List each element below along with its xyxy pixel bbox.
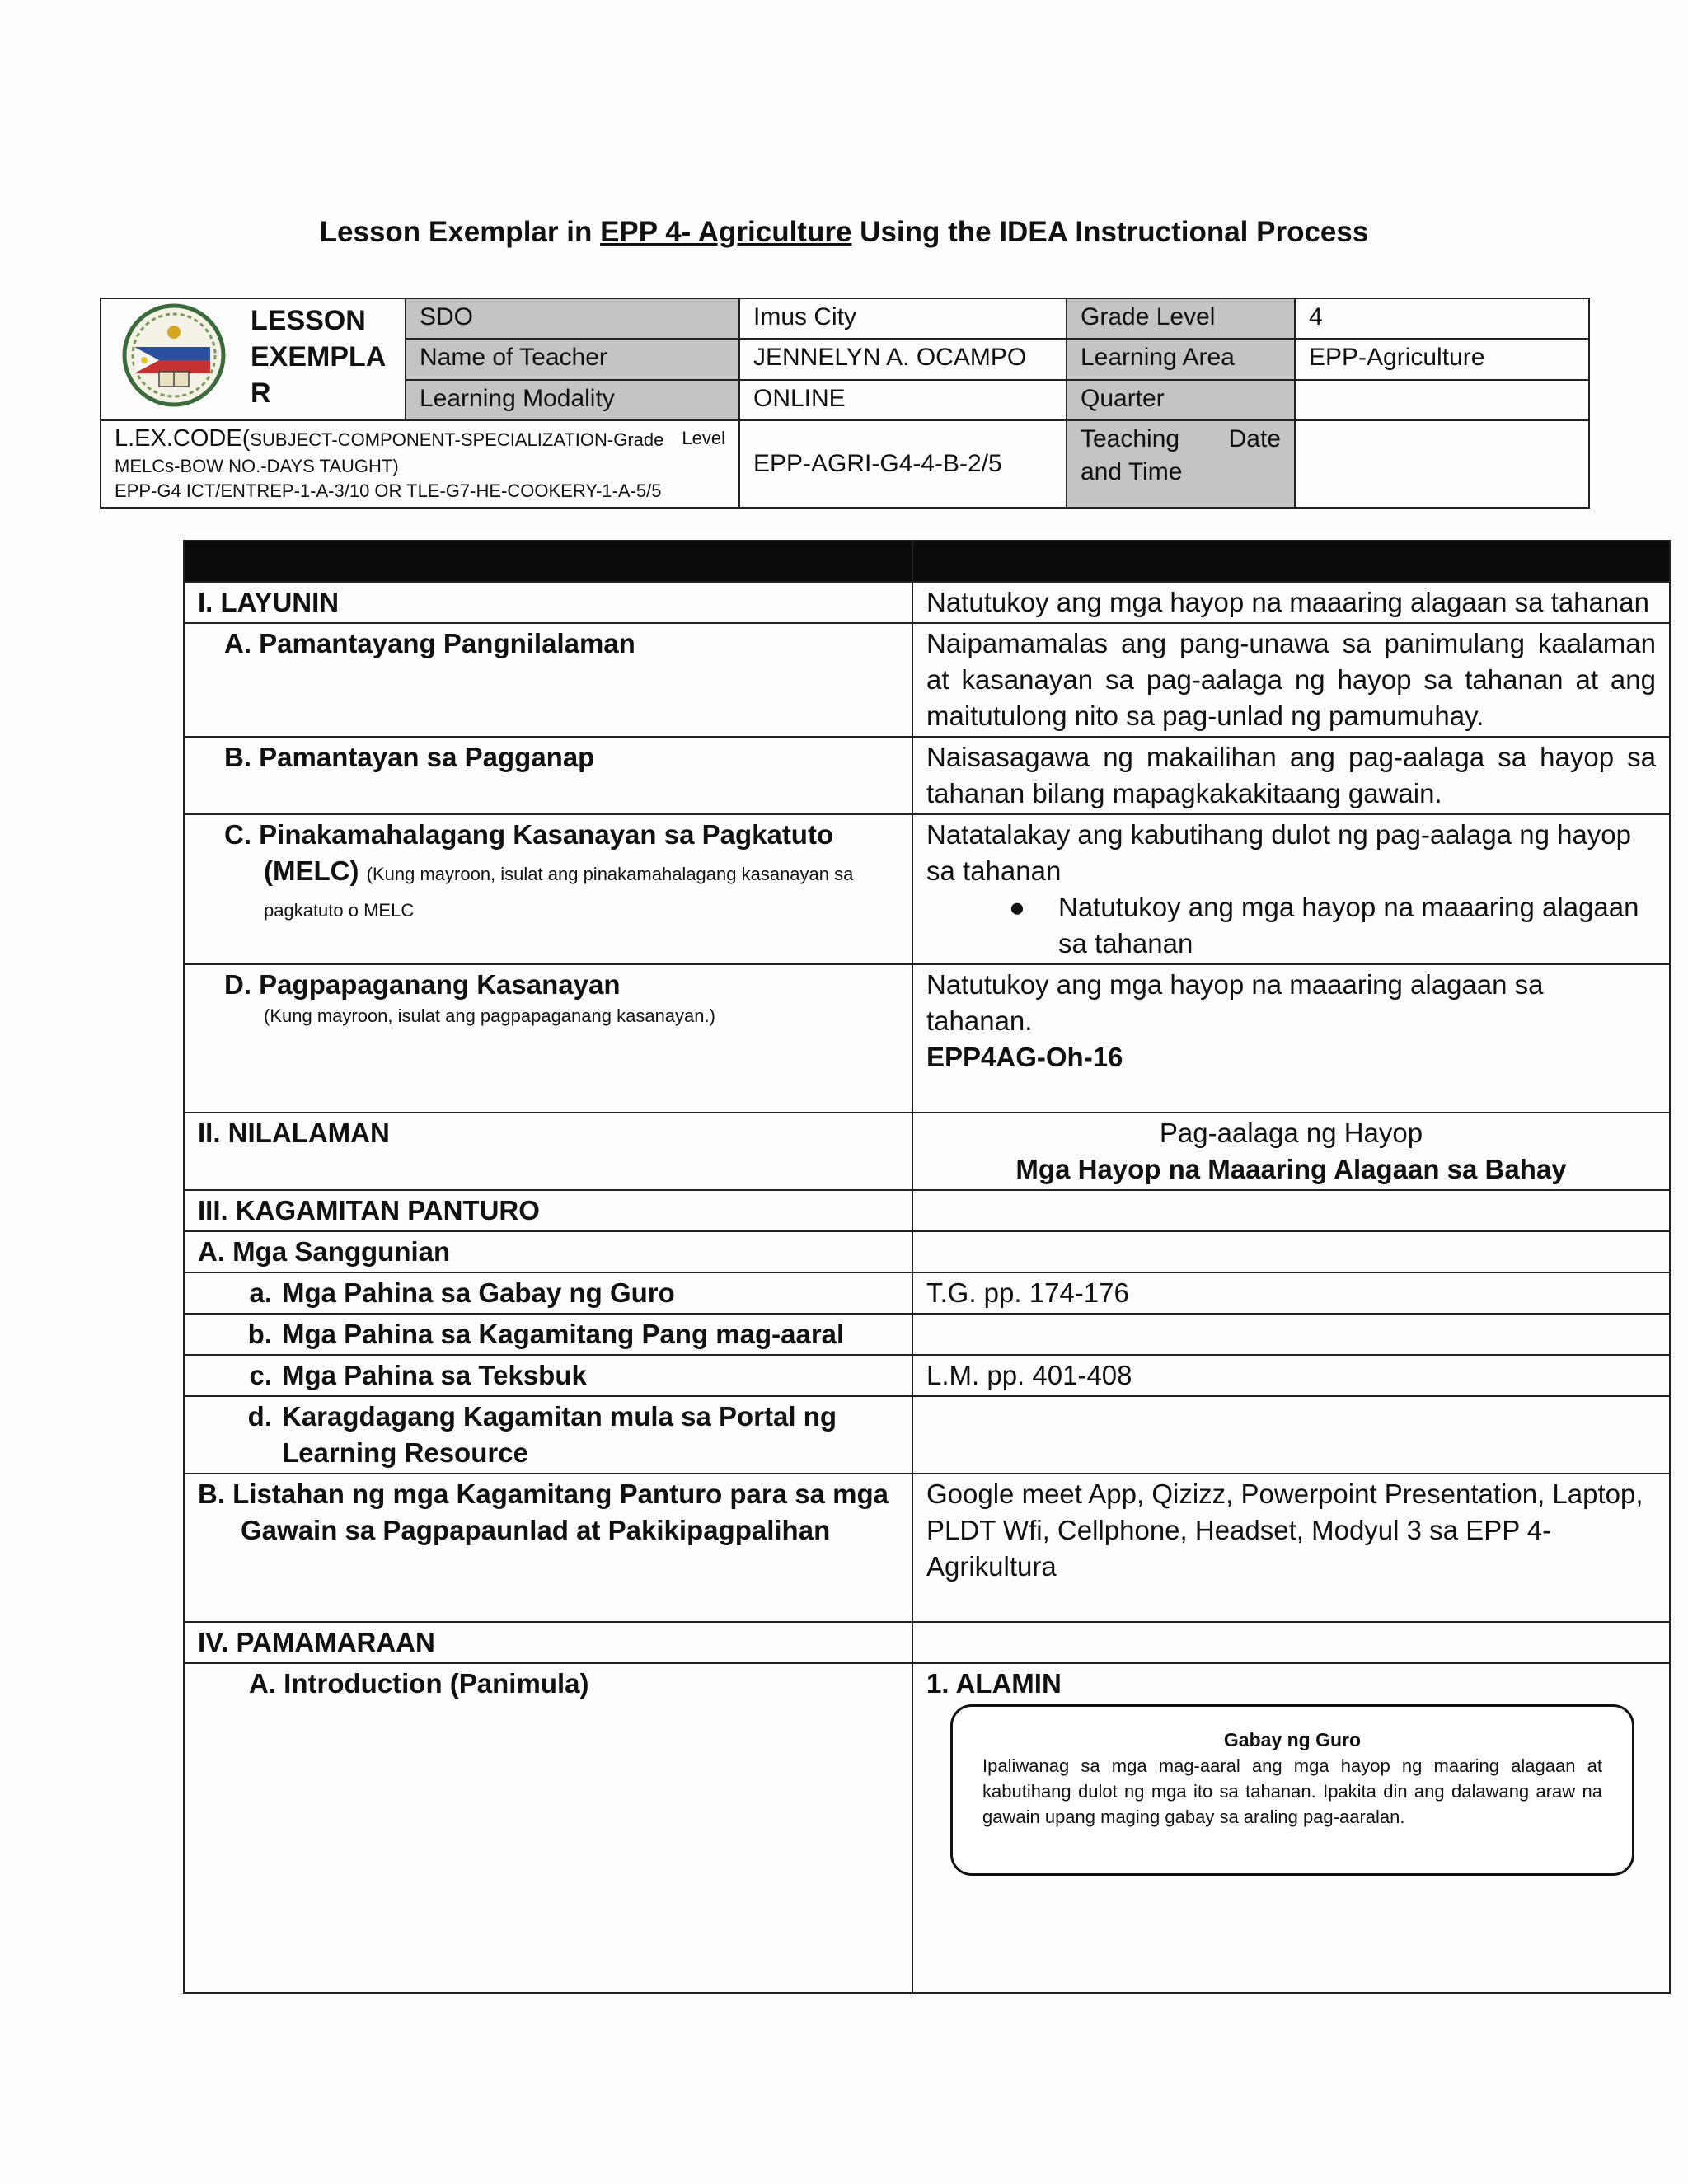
pamantayang-pangnilalaman-label: A. Pamantayang Pangnilalaman: [184, 623, 912, 737]
table-header-bar: [184, 541, 1670, 582]
pagpapaganang-label: D. Pagpapaganang Kasanayan (Kung mayroon, isulat ang pagpapaganang kasanayan.): [184, 964, 912, 1113]
gabay-ng-guro-box: [950, 1704, 1634, 1876]
sdo-label: SDO: [406, 298, 739, 339]
header-table: [100, 298, 1590, 509]
pagpapaganang-value: Natutukoy ang mga hayop na maaaring alagaan sa tahanan. EPP4AG-Oh-16: [912, 964, 1670, 1113]
deped-seal-icon: [101, 299, 246, 410]
school-logo: [101, 298, 246, 420]
table-row: [184, 623, 1670, 737]
pamantayan-pagganap-label: B. Pamantayan sa Pagganap: [184, 737, 912, 814]
kagamitan-label: III. KAGAMITAN PANTURO: [184, 1190, 912, 1231]
grade-level-value: 4: [1295, 298, 1589, 339]
teaching-date-value: [1295, 420, 1589, 508]
table-row: [184, 1231, 1670, 1272]
nilalaman-label: II. NILALAMAN: [184, 1113, 912, 1190]
sanggunian-label: A. Mga Sanggunian: [184, 1231, 912, 1272]
title-subject: EPP 4- Agriculture: [600, 216, 852, 248]
lex-code-value: EPP-AGRI-G4-4-B-2/5: [739, 420, 1067, 508]
gabay-body: Ipaliwanag sa mga mag-aaral ang mga hayop ng maaring alagaan at kabutihang dulot ng mga ito sa tahanan. Ipakita din ang dalawang araw na gawain upang maging gabay sa araling pag-aaralan.: [982, 1755, 1602, 1827]
melc-label: C. Pinakamahalagang Kasanayan sa Pagkatuto (MELC) (Kung mayroon, isulat ang pinakamahalagang kasanayan sa pagkatuto o MELC: [184, 814, 912, 964]
quarter-value: [1295, 380, 1589, 420]
nilalaman-value: Pag-aalaga ng Hayop Mga Hayop na Maaaring Alagaan sa Bahay: [912, 1113, 1670, 1190]
learning-area-label: Learning Area: [1067, 339, 1295, 379]
modality-value: ONLINE: [739, 380, 1067, 420]
table-row: [184, 1272, 1670, 1314]
table-row: [184, 1314, 1670, 1355]
table-row: [184, 1474, 1670, 1622]
sanggunian-b-value: [912, 1314, 1670, 1355]
table-row: [184, 1113, 1670, 1190]
layunin-value: Natutukoy ang mga hayop na maaaring alagaan sa tahanan: [912, 582, 1670, 623]
sanggunian-d-label: d. Karagdagang Kagamitan mula sa Portal ng Learning Resource: [184, 1396, 912, 1474]
sanggunian-a-value: T.G. pp. 174-176: [912, 1272, 1670, 1314]
sanggunian-a-label: a. Mga Pahina sa Gabay ng Guro: [184, 1272, 912, 1314]
pamamaraan-label: IV. PAMAMARAAN: [184, 1622, 912, 1663]
alamin-heading: 1. ALAMIN: [912, 1663, 1670, 1993]
document-title: [0, 216, 1688, 249]
pamantayan-pagganap-value: Naisasagawa ng makailihan ang pag-aalaga sa hayop sa tahanan bilang mapagkakakitaang gawain.: [912, 737, 1670, 814]
table-row: [184, 1396, 1670, 1474]
listahan-value: Google meet App, Qizizz, Powerpoint Presentation, Laptop, PLDT Wfi, Cellphone, Headset, Modyul 3 sa EPP 4- Agrikultura: [912, 1474, 1670, 1622]
lex-code-label: L.EX.CODE(SUBJECT-COMPONENT-SPECIALIZATION-Grade Level MELCs-BOW NO.-DAYS TAUGHT) EPP-G4 ICT/ENTREP-1-A-3/10 OR TLE-G7-HE-COOKERY-1-A-5/5: [101, 420, 739, 508]
bullet-icon: ●: [1009, 892, 1025, 922]
table-row: [184, 964, 1670, 1113]
table-row: [184, 814, 1670, 964]
table-row: [184, 1355, 1670, 1396]
modality-label: Learning Modality: [406, 380, 739, 420]
table-row: [184, 737, 1670, 814]
listahan-label: B. Listahan ng mga Kagamitang Panturo para sa mga Gawain sa Pagpapaunlad at Pakikipagpalihan: [184, 1474, 912, 1622]
table-row: [184, 582, 1670, 623]
introduction-label: A. Introduction (Panimula): [184, 1663, 912, 1993]
pamantayang-pangnilalaman-value: Naipamamalas ang pang-unawa sa panimulang kaalaman at kasanayan sa pag-aalaga ng hayop sa tahanan at ang maitutulong nito sa pag-unlad ng pamumuhay.: [912, 623, 1670, 737]
teacher-value: JENNELYN A. OCAMPO: [739, 339, 1067, 379]
sanggunian-b-label: b. Mga Pahina sa Kagamitang Pang mag-aaral: [184, 1314, 912, 1355]
title-prefix: Lesson Exemplar in: [319, 216, 601, 248]
teaching-date-label: Teaching Date and Time: [1067, 420, 1295, 508]
table-row: [184, 1190, 1670, 1231]
sanggunian-d-value: [912, 1396, 1670, 1474]
sanggunian-c-label: c. Mga Pahina sa Teksbuk: [184, 1355, 912, 1396]
lesson-exemplar-label: LESSON EXEMPLA R: [246, 298, 406, 420]
quarter-label: Quarter: [1067, 380, 1295, 420]
sanggunian-c-value: L.M. pp. 401-408: [912, 1355, 1670, 1396]
table-row: [184, 1622, 1670, 1663]
teacher-label: Name of Teacher: [406, 339, 739, 379]
gabay-title: Gabay ng Guro: [1223, 1729, 1362, 1750]
title-suffix: Using the IDEA Instructional Process: [851, 216, 1369, 248]
grade-level-label: Grade Level: [1067, 298, 1295, 339]
layunin-label: I. LAYUNIN: [184, 582, 912, 623]
melc-value: Natatalakay ang kabutihang dulot ng pag-aalaga ng hayop sa tahanan ● Natutukoy ang mga hayop na maaaring alagaan sa tahanan: [912, 814, 1670, 964]
sdo-value: Imus City: [739, 298, 1067, 339]
learning-area-value: EPP-Agriculture: [1295, 339, 1589, 379]
